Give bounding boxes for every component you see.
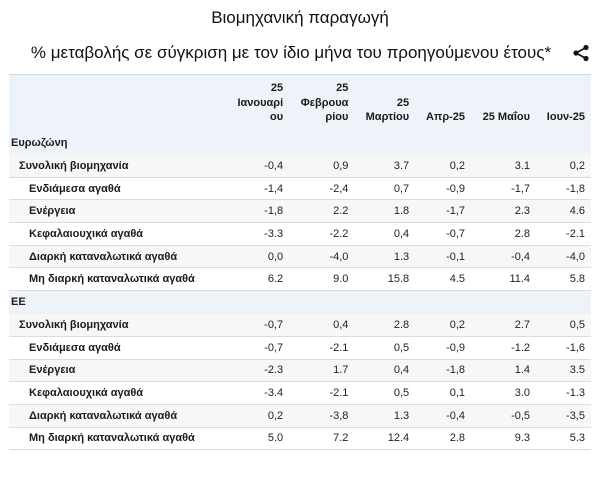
table-cell: 6.2: [226, 268, 289, 291]
table-cell: 12.4: [354, 427, 415, 450]
table-cell: 1.3: [354, 245, 415, 268]
table-cell: -0,4: [415, 404, 471, 427]
row-label: Κεφαλαιουχικά αγαθά: [9, 382, 226, 405]
data-table: [9, 74, 591, 450]
section-label: Ευρωζώνη: [11, 137, 68, 149]
table-cell: 0,4: [354, 223, 415, 246]
row-label: Κεφαλαιουχικά αγαθά: [9, 223, 226, 246]
section-row: [9, 291, 591, 314]
row-label: Μη διαρκή καταναλωτικά αγαθά: [9, 427, 226, 450]
table-cell: 3.1: [471, 155, 536, 178]
table-cell: 4.5: [415, 268, 471, 291]
table-cell: 0,0: [226, 245, 289, 268]
row-label: Ενέργεια: [9, 200, 226, 223]
table-cell: 2.3: [471, 200, 536, 223]
table-cell: -1,6: [536, 336, 591, 359]
table-row: [9, 155, 591, 178]
table-cell: 2.2: [289, 200, 354, 223]
table-cell: -4,0: [289, 245, 354, 268]
table-cell: -0,5: [471, 404, 536, 427]
table-cell: -3,5: [536, 404, 591, 427]
table-cell: -1,7: [415, 200, 471, 223]
table-cell: 0,5: [354, 382, 415, 405]
table-row: [9, 200, 591, 223]
table-row: [9, 245, 591, 268]
table-cell: 2.8: [471, 223, 536, 246]
table-row: [9, 404, 591, 427]
table-cell: 3.5: [536, 359, 591, 382]
table-cell: 3.0: [471, 382, 536, 405]
table-row: [9, 177, 591, 200]
column-header: 25 Φεβρουα ρίου: [300, 82, 349, 123]
table-cell: -1.3: [536, 382, 591, 405]
table-cell: 1.7: [289, 359, 354, 382]
table-cell: 4.6: [536, 200, 591, 223]
table-cell: 0,2: [415, 314, 471, 337]
table-cell: 7.2: [289, 427, 354, 450]
table-cell: 0,4: [289, 314, 354, 337]
row-label: Ενδιάμεσα αγαθά: [9, 336, 226, 359]
table-cell: 1.8: [354, 200, 415, 223]
section-label: ΕΕ: [11, 296, 26, 309]
table-cell: 0,1: [415, 382, 471, 405]
table-cell: 9.3: [471, 427, 536, 450]
table-cell: -3.3: [226, 223, 289, 246]
table-header: [9, 75, 591, 132]
subtitle-row: [0, 41, 600, 65]
table-cell: -1,4: [226, 177, 289, 200]
table-cell: -0,1: [415, 245, 471, 268]
table-cell: -1.2: [471, 336, 536, 359]
table-cell: -2.1: [289, 336, 354, 359]
section-row: [9, 132, 591, 155]
table-body: [9, 132, 591, 450]
table-cell: -0,7: [226, 314, 289, 337]
table-cell: -4,0: [536, 245, 591, 268]
table-cell: 0,4: [354, 359, 415, 382]
table-cell: -3.4: [226, 382, 289, 405]
table-cell: -3,8: [289, 404, 354, 427]
table-cell: -2.1: [289, 382, 354, 405]
column-header: 25 Ιανουαρί ου: [237, 82, 284, 123]
header-label-cell: [9, 75, 226, 132]
table-cell: 0,2: [226, 404, 289, 427]
table-cell: 2.8: [415, 427, 471, 450]
table-cell: -0,7: [415, 223, 471, 246]
table-row: [9, 223, 591, 246]
table-cell: -0,9: [415, 336, 471, 359]
column-header: Ιουν-25: [546, 111, 585, 123]
row-label: Συνολική βιομηχανία: [9, 155, 226, 178]
table-row: [9, 382, 591, 405]
table-cell: 1.3: [354, 404, 415, 427]
table-cell: 1.4: [471, 359, 536, 382]
table-cell: 5.0: [226, 427, 289, 450]
table-cell: -2.1: [536, 223, 591, 246]
table-cell: -0,9: [415, 177, 471, 200]
row-label: Διαρκή καταναλωτικά αγαθά: [9, 245, 226, 268]
table-cell: 9.0: [289, 268, 354, 291]
row-label: Ενέργεια: [9, 359, 226, 382]
table-row: [9, 336, 591, 359]
table-cell: 0,5: [354, 336, 415, 359]
table-row: [9, 314, 591, 337]
table-cell: -2.2: [289, 223, 354, 246]
table-row: [9, 359, 591, 382]
table-cell: 0,7: [354, 177, 415, 200]
column-header: 25 Μαρτίου: [365, 96, 410, 123]
row-label: Ενδιάμεσα αγαθά: [9, 177, 226, 200]
table-cell: -0,4: [471, 245, 536, 268]
row-label: Διαρκή καταναλωτικά αγαθά: [9, 404, 226, 427]
table-cell: 5.8: [536, 268, 591, 291]
share-icon[interactable]: [572, 44, 590, 62]
column-header: Απρ-25: [425, 111, 466, 123]
table-cell: 11.4: [471, 268, 536, 291]
table-cell: -1,8: [226, 200, 289, 223]
subtitle: % μεταβολής σε σύγκριση με τον ίδιο μήνα του προηγούμενου έτους*: [30, 43, 552, 62]
page-title: Βιομηχανική παραγωγή: [211, 8, 389, 27]
table-cell: 2.7: [471, 314, 536, 337]
table-cell: 15.8: [354, 268, 415, 291]
table-cell: -1,7: [471, 177, 536, 200]
table-cell: 0,9: [289, 155, 354, 178]
table-cell: 0,5: [536, 314, 591, 337]
table-cell: 0,2: [536, 155, 591, 178]
table-cell: -2.3: [226, 359, 289, 382]
table-cell: -0,4: [226, 155, 289, 178]
table-cell: -0,7: [226, 336, 289, 359]
table-row: [9, 427, 591, 450]
table-row: [9, 268, 591, 291]
table-cell: -1,8: [536, 177, 591, 200]
table-cell: 0,2: [415, 155, 471, 178]
row-label: Συνολική βιομηχανία: [9, 314, 226, 337]
table-cell: 3.7: [354, 155, 415, 178]
table-cell: 5.3: [536, 427, 591, 450]
table-cell: 2.8: [354, 314, 415, 337]
table-cell: -2,4: [289, 177, 354, 200]
column-header: 25 Μαΐου: [482, 111, 531, 123]
row-label: Μη διαρκή καταναλωτικά αγαθά: [9, 268, 226, 291]
table-cell: -1,8: [415, 359, 471, 382]
